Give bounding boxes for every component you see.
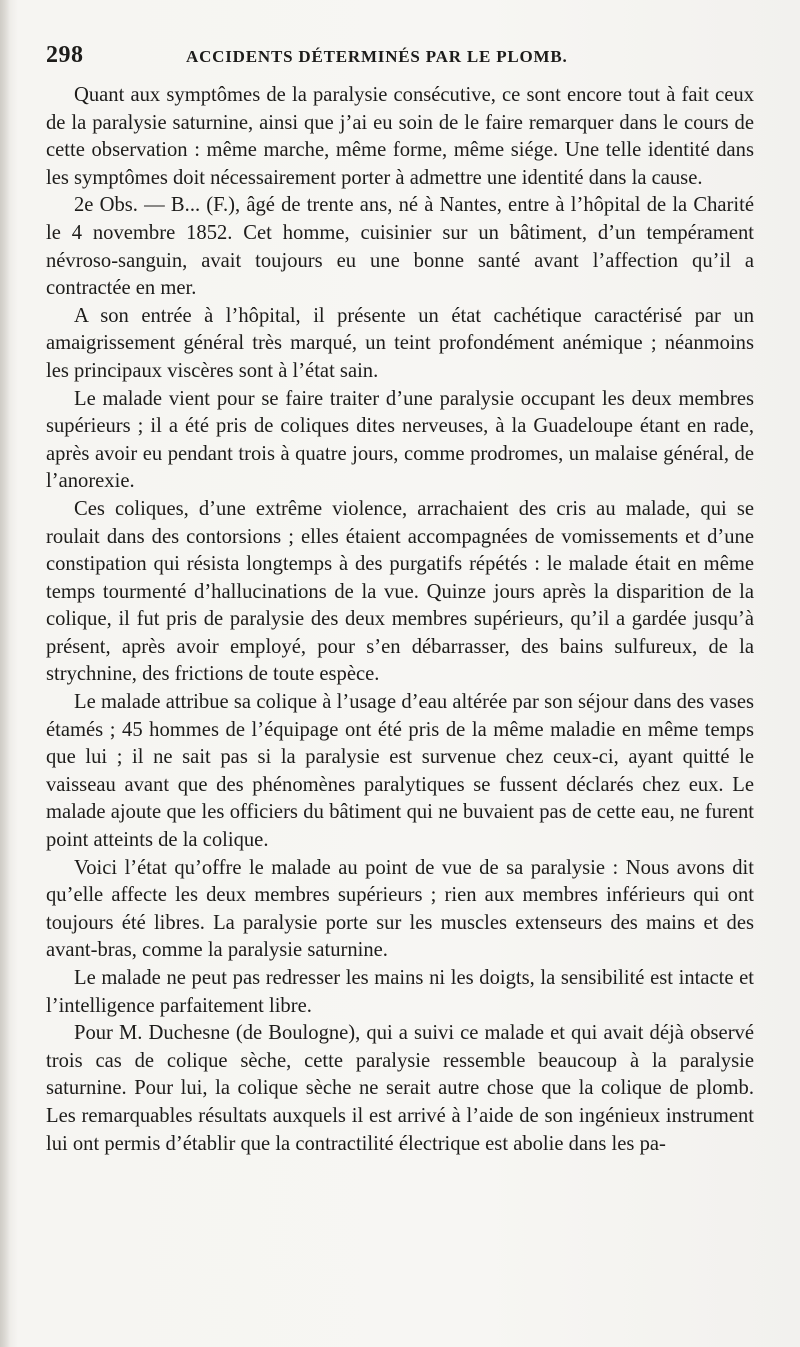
paragraph-etat-paralysie: Voici l’état qu’offre le malade au point de vue de sa paralysie : Nous avons dit qu’elle affecte les deux membres supérieurs ; rien aux membres inférieurs qui ont toujours été libres. La paralysie porte sur les muscles extenseurs des mains et des avant-bras, comme la paralysie saturnine. <box>46 856 754 962</box>
paragraph-observation-2: 2e Obs. — B... (F.), âgé de trente ans, né à Nantes, entre à l’hôpital de la Charité le 4 novembre 1852. Cet homme, cuisinier sur un bâtiment, d’un tempérament névroso-sanguin, avait toujours eu une bonne santé avant l’affection qu’il a contractée en mer. <box>46 194 754 300</box>
page-number: 298 <box>46 42 84 68</box>
paragraph-mains: Le malade ne peut pas redresser les mains ni les doigts, la sensibilité est intacte et l’intelligence parfaitement libre. <box>46 967 754 1017</box>
page-header <box>46 42 766 72</box>
paragraph-coliques: Ces coliques, d’une extrême violence, arrachaient des cris au malade, qui se roulait dans des contorsions ; elles étaient accompagnées de vomissements et d’une constipation qui résista longtemps à des purgatifs répétés : le malade était en même temps tourmenté d’hallucinations de la vue. Quinze jours après la disparition de la colique, il fut pris de paralysie des deux membres supérieurs, qu’il a gardée jusqu’à présent, après avoir employé, pour s’en débarrasser, des bains sulfureux, de la strychnine, des frictions de toute espèce. <box>46 497 754 686</box>
paragraph-symptomes: Quant aux symptômes de la paralysie consécutive, ce sont encore tout à fait ceux de la paralysie saturnine, ainsi que j’ai eu soin de le faire remarquer dans le cours de cette observation : même marche, même forme, même siége. Une telle identité dans les symptômes doit nécessairement porter à admettre une identité dans la cause. <box>46 84 754 189</box>
paragraph-entree-hopital: A son entrée à l’hôpital, il présente un état cachétique caractérisé par un amaigrissement général très marqué, un teint profondément anémique ; néanmoins les principaux viscères sont à l’état sain. <box>46 304 754 382</box>
running-title: ACCIDENTS DÉTERMINÉS PAR LE PLOMB. <box>186 47 568 66</box>
paragraph-cause: Le malade attribue sa colique à l’usage d’eau altérée par son séjour dans des vases étamés ; 45 hommes de l’équipage ont été pris de la même maladie en même temps que lui ; il ne sait pas si la paralysie est survenue chez ceux-ci, ayant quitté le vaisseau avant que des phénomènes paralytiques se fussent déclarés chez eux. Le malade ajoute que les officiers du bâtiment qui ne buvaient pas de cette eau, ne furent point atteints de la colique. <box>46 691 754 852</box>
paragraph-paralysie: Le malade vient pour se faire traiter d’une paralysie occupant les deux membres supérieurs ; il a été pris de coliques dites nerveuses, à la Guadeloupe étant en rade, après avoir eu pendant trois à quatre jours, comme prodromes, un malaise général, de l’anorexie. <box>46 387 754 493</box>
paragraph-duchesne: Pour M. Duchesne (de Boulogne), qui a suivi ce malade et qui avait déjà observé trois cas de colique sèche, cette paralysie ressemble beaucoup à la paralysie saturnine. Pour lui, la colique sèche ne serait autre chose que la colique de plomb. Les remarquables résultats auxquels il est arrivé à l’aide de son ingénieux instrument lui ont permis d’établir que la contractilité électrique est abolie dans les pa- <box>46 1022 754 1155</box>
binding-gutter <box>0 0 10 1347</box>
body-text <box>46 82 754 1158</box>
